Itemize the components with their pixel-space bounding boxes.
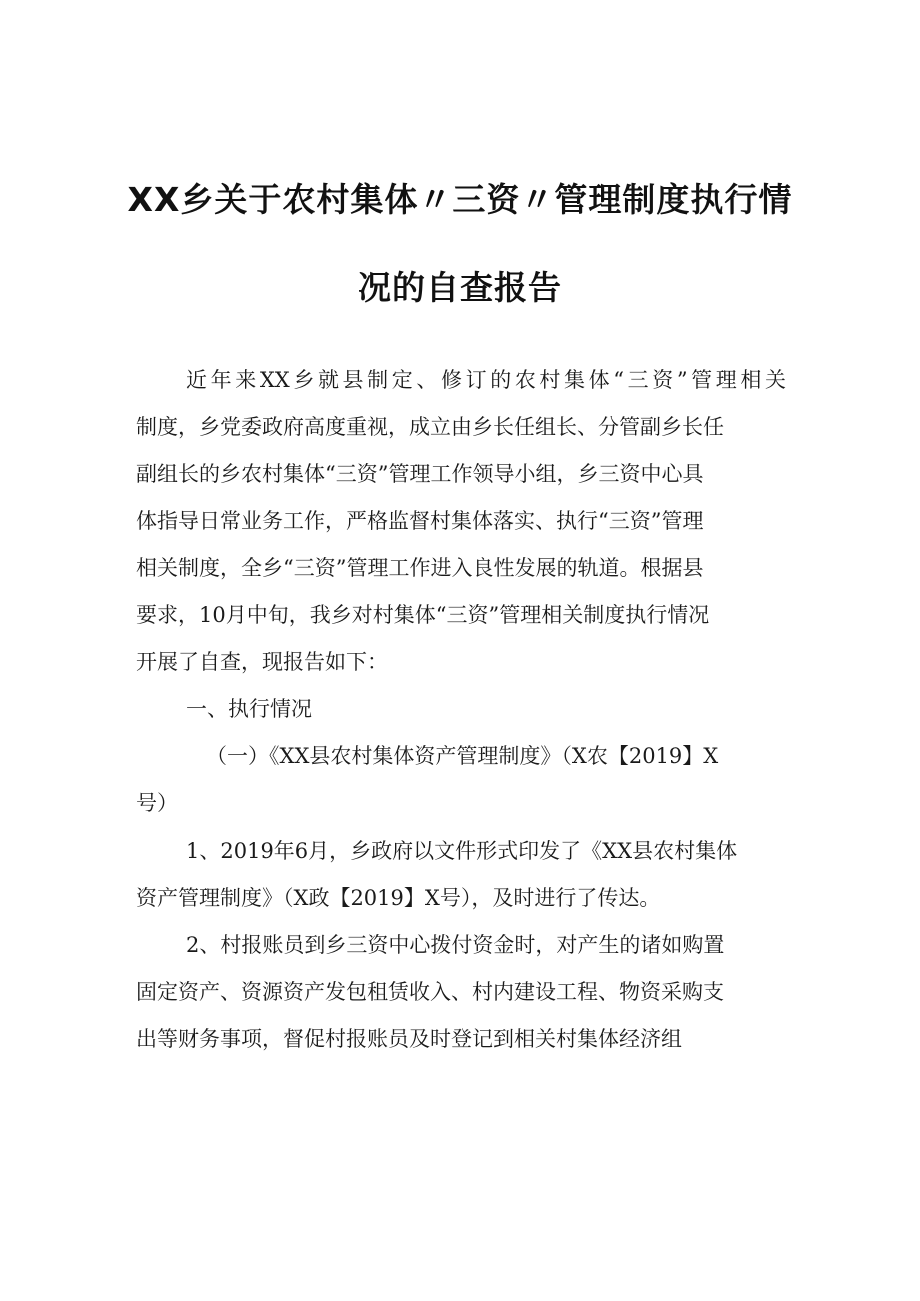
body-line-2: 制度，乡党委政府高度重视，成立由乡长任组长、分管副乡长任	[136, 415, 724, 439]
document-title-line-2: 况的自查报告	[358, 268, 562, 307]
body-line-item-2: 2、村报账员到乡三资中心拨付资金时，对产生的诸如购置	[186, 933, 725, 957]
subsection-heading-1-cont: 号）	[136, 791, 178, 815]
body-line-item-1-cont: 资产管理制度》（X政【2019】X号），及时进行了传达。	[136, 886, 661, 910]
body-line-1: 近年来XX乡就县制定、修订的农村集体“三资”管理相关	[186, 368, 786, 392]
body-line-item-1: 1、2019年6月，乡政府以文件形式印发了《XX县农村集体	[186, 839, 738, 863]
subsection-heading-1: （一）《XX县农村集体资产管理制度》（X农【2019】X	[206, 744, 719, 768]
body-line-7: 开展了自查，现报告如下：	[136, 650, 388, 674]
body-line-3: 副组长的乡农村集体“三资”管理工作领导小组，乡三资中心具	[136, 462, 704, 486]
body-line-4: 体指导日常业务工作，严格监督村集体落实、执行“三资”管理	[136, 509, 704, 533]
section-heading-1: 一、执行情况	[186, 697, 312, 721]
body-line-item-2-cont-2: 出等财务事项，督促村报账员及时登记到相关村集体经济组	[136, 1027, 682, 1051]
document-title-line-1: XX乡关于农村集体〃三资〃管理制度执行情	[127, 180, 793, 219]
body-line-item-2-cont-1: 固定资产、资源资产发包租赁收入、村内建设工程、物资采购支	[136, 980, 724, 1004]
body-line-5: 相关制度，全乡“三资”管理工作进入良性发展的轨道。根据县	[136, 556, 704, 580]
body-line-6: 要求，10月中旬，我乡对村集体“三资”管理相关制度执行情况	[136, 603, 710, 627]
